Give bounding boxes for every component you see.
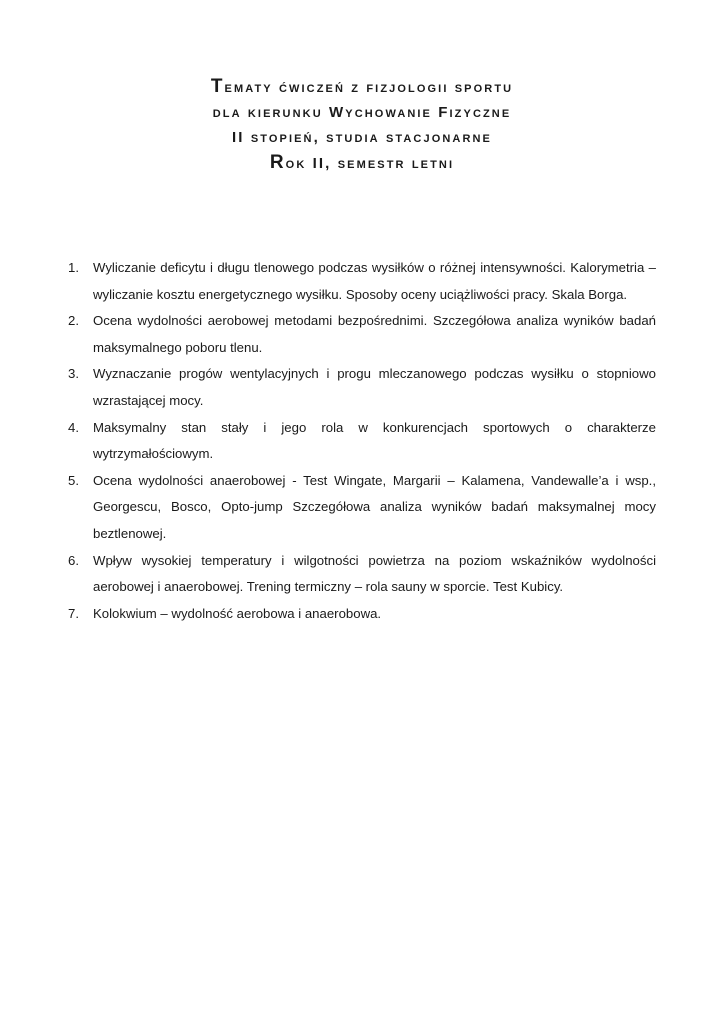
title-line-2: dla kierunku Wychowanie Fizyczne bbox=[212, 104, 512, 121]
topic-text: Wpływ wysokiej temperatury i wilgotności powietrza na poziom wskaźników wydolności aerobowej i anaerobowej. Trening termiczny – rola sauny w sporcie. Test Kubicy. bbox=[93, 552, 656, 595]
topic-text: Kolokwium – wydolność aerobowa i anaerobowa. bbox=[93, 605, 382, 621]
topic-item-3 bbox=[64, 361, 656, 414]
title-line-4: Rok II, semestr letni bbox=[269, 152, 455, 173]
topic-number: 6. bbox=[68, 552, 79, 568]
topic-item-6 bbox=[64, 548, 656, 601]
document-title bbox=[0, 74, 724, 176]
topic-text: Wyliczanie deficytu i długu tlenowego podczas wysiłków o różnej intensywności. Kalorymetria – wyliczanie kosztu energetycznego wysiłku. Sposoby oceny uciążliwości pracy. Skala Borga. bbox=[93, 260, 656, 302]
topic-text: Ocena wydolności anaerobowej - Test Wingate, Margarii – Kalamena, Vandewalle’a i wsp., Georgescu, Bosco, Opto-jump Szczegółowa analiza wyników badań maksymalnej mocy beztlenowej. bbox=[93, 472, 656, 541]
topic-text: Maksymalny stan stały i jego rola w konkurencjach sportowych o charakterze wytrzymałościowym. bbox=[93, 419, 656, 462]
topic-number: 3. bbox=[68, 366, 79, 382]
topic-item-2 bbox=[64, 308, 656, 361]
topic-number: 2. bbox=[68, 313, 79, 329]
topic-number: 1. bbox=[68, 260, 79, 275]
title-line-1: Tematy ćwiczeń z fizjologii sportu bbox=[210, 76, 514, 97]
topic-item-5 bbox=[64, 468, 656, 548]
topic-list bbox=[64, 255, 656, 627]
topic-number: 4. bbox=[68, 419, 79, 435]
title-line-3: II stopień, studia stacjonarne bbox=[232, 129, 492, 146]
topic-number: 7. bbox=[68, 605, 79, 621]
topic-item-7 bbox=[64, 601, 656, 628]
topic-text: Wyznaczanie progów wentylacyjnych i progu mleczanowego podczas wysiłku o stopniowo wzrastającej mocy. bbox=[93, 366, 656, 408]
topic-number: 5. bbox=[68, 472, 79, 488]
topic-item-4 bbox=[64, 415, 656, 468]
topic-item-1 bbox=[64, 255, 656, 308]
topic-text: Ocena wydolności aerobowej metodami bezpośrednimi. Szczegółowa analiza wyników badań maksymalnego poboru tlenu. bbox=[93, 313, 656, 355]
